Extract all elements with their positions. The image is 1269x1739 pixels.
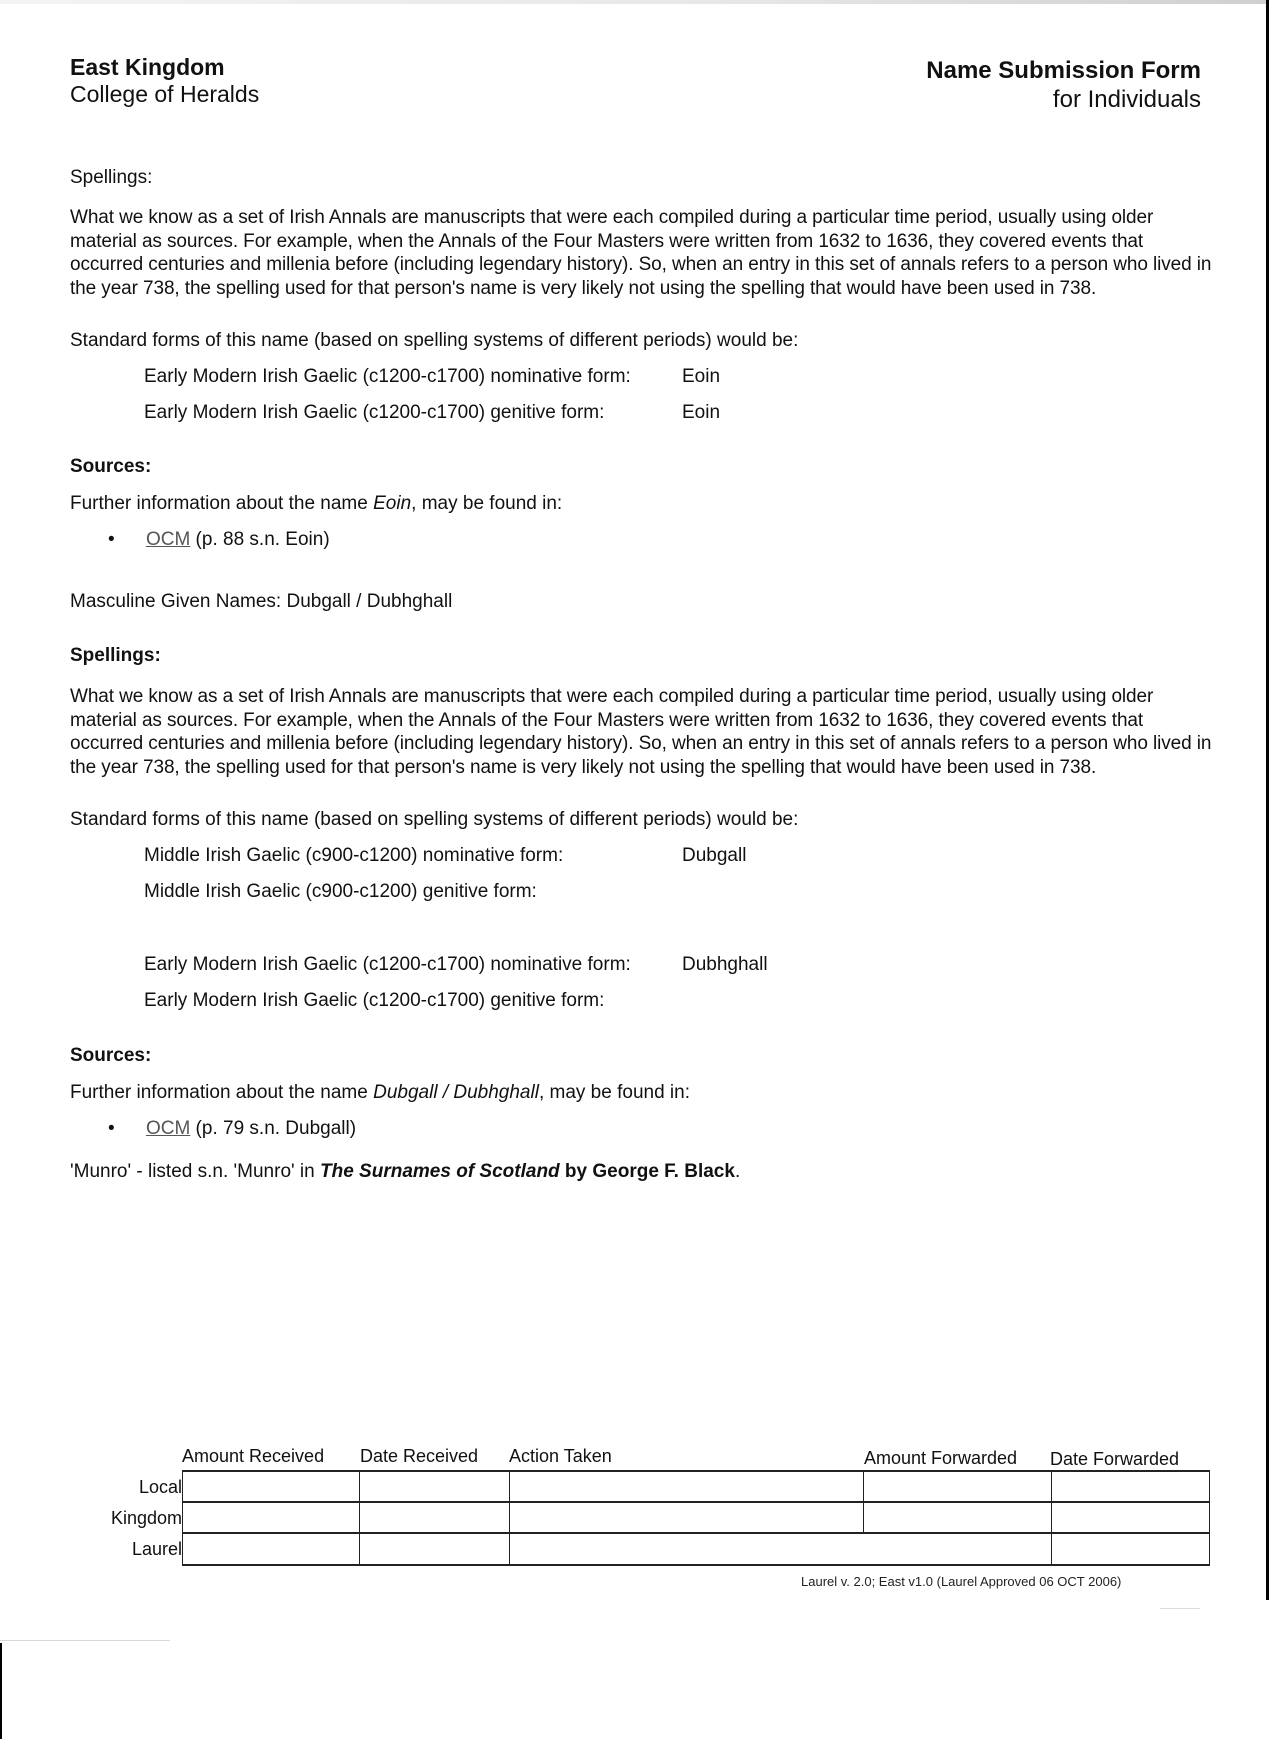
source-item <box>108 1118 356 1140</box>
spellings-heading: Spellings: <box>70 167 153 188</box>
bullet-icon: • <box>108 529 115 550</box>
table-line <box>509 1470 510 1566</box>
bullet-icon: • <box>108 1118 115 1139</box>
col-header: Date Received <box>360 1446 479 1466</box>
form-label: Early Modern Irish Gaelic (c1200-c1700) nominative form: <box>144 366 631 387</box>
standard-forms-intro: Standard forms of this name (based on spelling systems of different periods) would be: <box>70 809 799 830</box>
form-value: Eoin <box>682 402 721 423</box>
further-info-name: Eoin <box>373 493 412 514</box>
ocm-link[interactable]: OCM <box>145 1118 191 1139</box>
col-header: Date Forwarded <box>1050 1449 1180 1469</box>
munro-end: . <box>734 1161 741 1182</box>
form-label: Early Modern Irish Gaelic (c1200-c1700) genitive form: <box>144 990 605 1011</box>
source-detail: (p. 79 s.n. Dubgall) <box>190 1118 357 1139</box>
col-header: Amount Forwarded <box>864 1448 1018 1468</box>
section-title: Masculine Given Names: Dubgall / Dubhghall <box>70 591 453 612</box>
table-line <box>182 1564 1210 1566</box>
munro-citation <box>70 1161 740 1183</box>
further-info-prefix: Further information about the name <box>70 493 374 514</box>
table-line <box>359 1470 360 1566</box>
office-use-table <box>182 1470 1210 1566</box>
form-title: Name Submission Form <box>926 57 1201 84</box>
further-info-name: Dubgall / Dubhghall <box>373 1082 539 1103</box>
spellings-heading: Spellings: <box>70 645 161 666</box>
form-label: Middle Irish Gaelic (c900-c1200) genitive form: <box>144 881 537 902</box>
sources-heading: Sources: <box>70 456 152 477</box>
further-info-prefix: Further information about the name <box>70 1082 374 1103</box>
row-label: Kingdom <box>110 1508 182 1528</box>
form-label: Early Modern Irish Gaelic (c1200-c1700) nominative form: <box>144 954 631 975</box>
form-value: Eoin <box>682 366 721 387</box>
spellings-paragraph: What we know as a set of Irish Annals are manuscripts that were each compiled during a particular time period, usually using older material as sources. For example, when the Annals of the Four Masters were written from 1632 to 1636, they covered events that occurred centuries and millenia before (including legendary history). So, when an entry in this set of annals refers to a person who lived in the year 738, the spelling used for that person's name is very likely not using the spelling that would have been used in 738. <box>70 686 1212 778</box>
scan-mark <box>1160 1608 1200 1609</box>
form-value: Dubhghall <box>682 954 768 975</box>
munro-author: by George F. Black <box>559 1161 735 1182</box>
source-item <box>108 529 330 551</box>
further-info <box>70 1082 690 1104</box>
scan-line <box>0 1640 170 1641</box>
munro-prefix: 'Munro' - listed s.n. 'Munro' in <box>70 1161 320 1182</box>
header-left <box>70 54 259 108</box>
col-header: Action Taken <box>509 1446 612 1466</box>
scan-edge-top <box>0 0 1269 4</box>
table-line <box>182 1470 1210 1472</box>
sources-heading: Sources: <box>70 1045 152 1066</box>
table-line <box>182 1501 1210 1503</box>
form-label: Middle Irish Gaelic (c900-c1200) nominative form: <box>144 845 564 866</box>
row-label: Laurel <box>131 1539 182 1559</box>
org-subtitle: College of Heralds <box>70 81 260 107</box>
table-line <box>182 1532 1210 1534</box>
further-info-suffix: , may be found in: <box>538 1082 690 1103</box>
munro-book: The Surnames of Scotland <box>320 1161 560 1182</box>
further-info <box>70 493 562 515</box>
table-line <box>863 1470 864 1532</box>
scan-edge-left <box>0 1643 2 1739</box>
header-right <box>926 56 1201 114</box>
org-name: East Kingdom <box>70 54 225 80</box>
table-line <box>182 1470 183 1566</box>
row-label: Local <box>138 1477 182 1497</box>
form-subtitle: for Individuals <box>1052 86 1201 113</box>
form-value: Dubgall <box>682 845 747 866</box>
source-detail: (p. 88 s.n. Eoin) <box>190 529 330 550</box>
ocm-link[interactable]: OCM <box>145 529 191 550</box>
table-line <box>1209 1470 1210 1566</box>
spellings-paragraph: What we know as a set of Irish Annals are manuscripts that were each compiled during a particular time period, usually using older material as sources. For example, when the Annals of the Four Masters were written from 1632 to 1636, they covered events that occurred centuries and millenia before (including legendary history). So, when an entry in this set of annals refers to a person who lived in the year 738, the spelling used for that person's name is very likely not using the spelling that would have been used in 738. <box>70 207 1212 299</box>
form-label: Early Modern Irish Gaelic (c1200-c1700) genitive form: <box>144 402 605 423</box>
standard-forms-intro: Standard forms of this name (based on spelling systems of different periods) would be: <box>70 330 799 351</box>
version-note: Laurel v. 2.0; East v1.0 (Laurel Approved 06 OCT 2006) <box>801 1574 1122 1589</box>
further-info-suffix: , may be found in: <box>411 493 563 514</box>
table-line <box>1051 1470 1052 1566</box>
col-header: Amount Received <box>182 1446 325 1466</box>
